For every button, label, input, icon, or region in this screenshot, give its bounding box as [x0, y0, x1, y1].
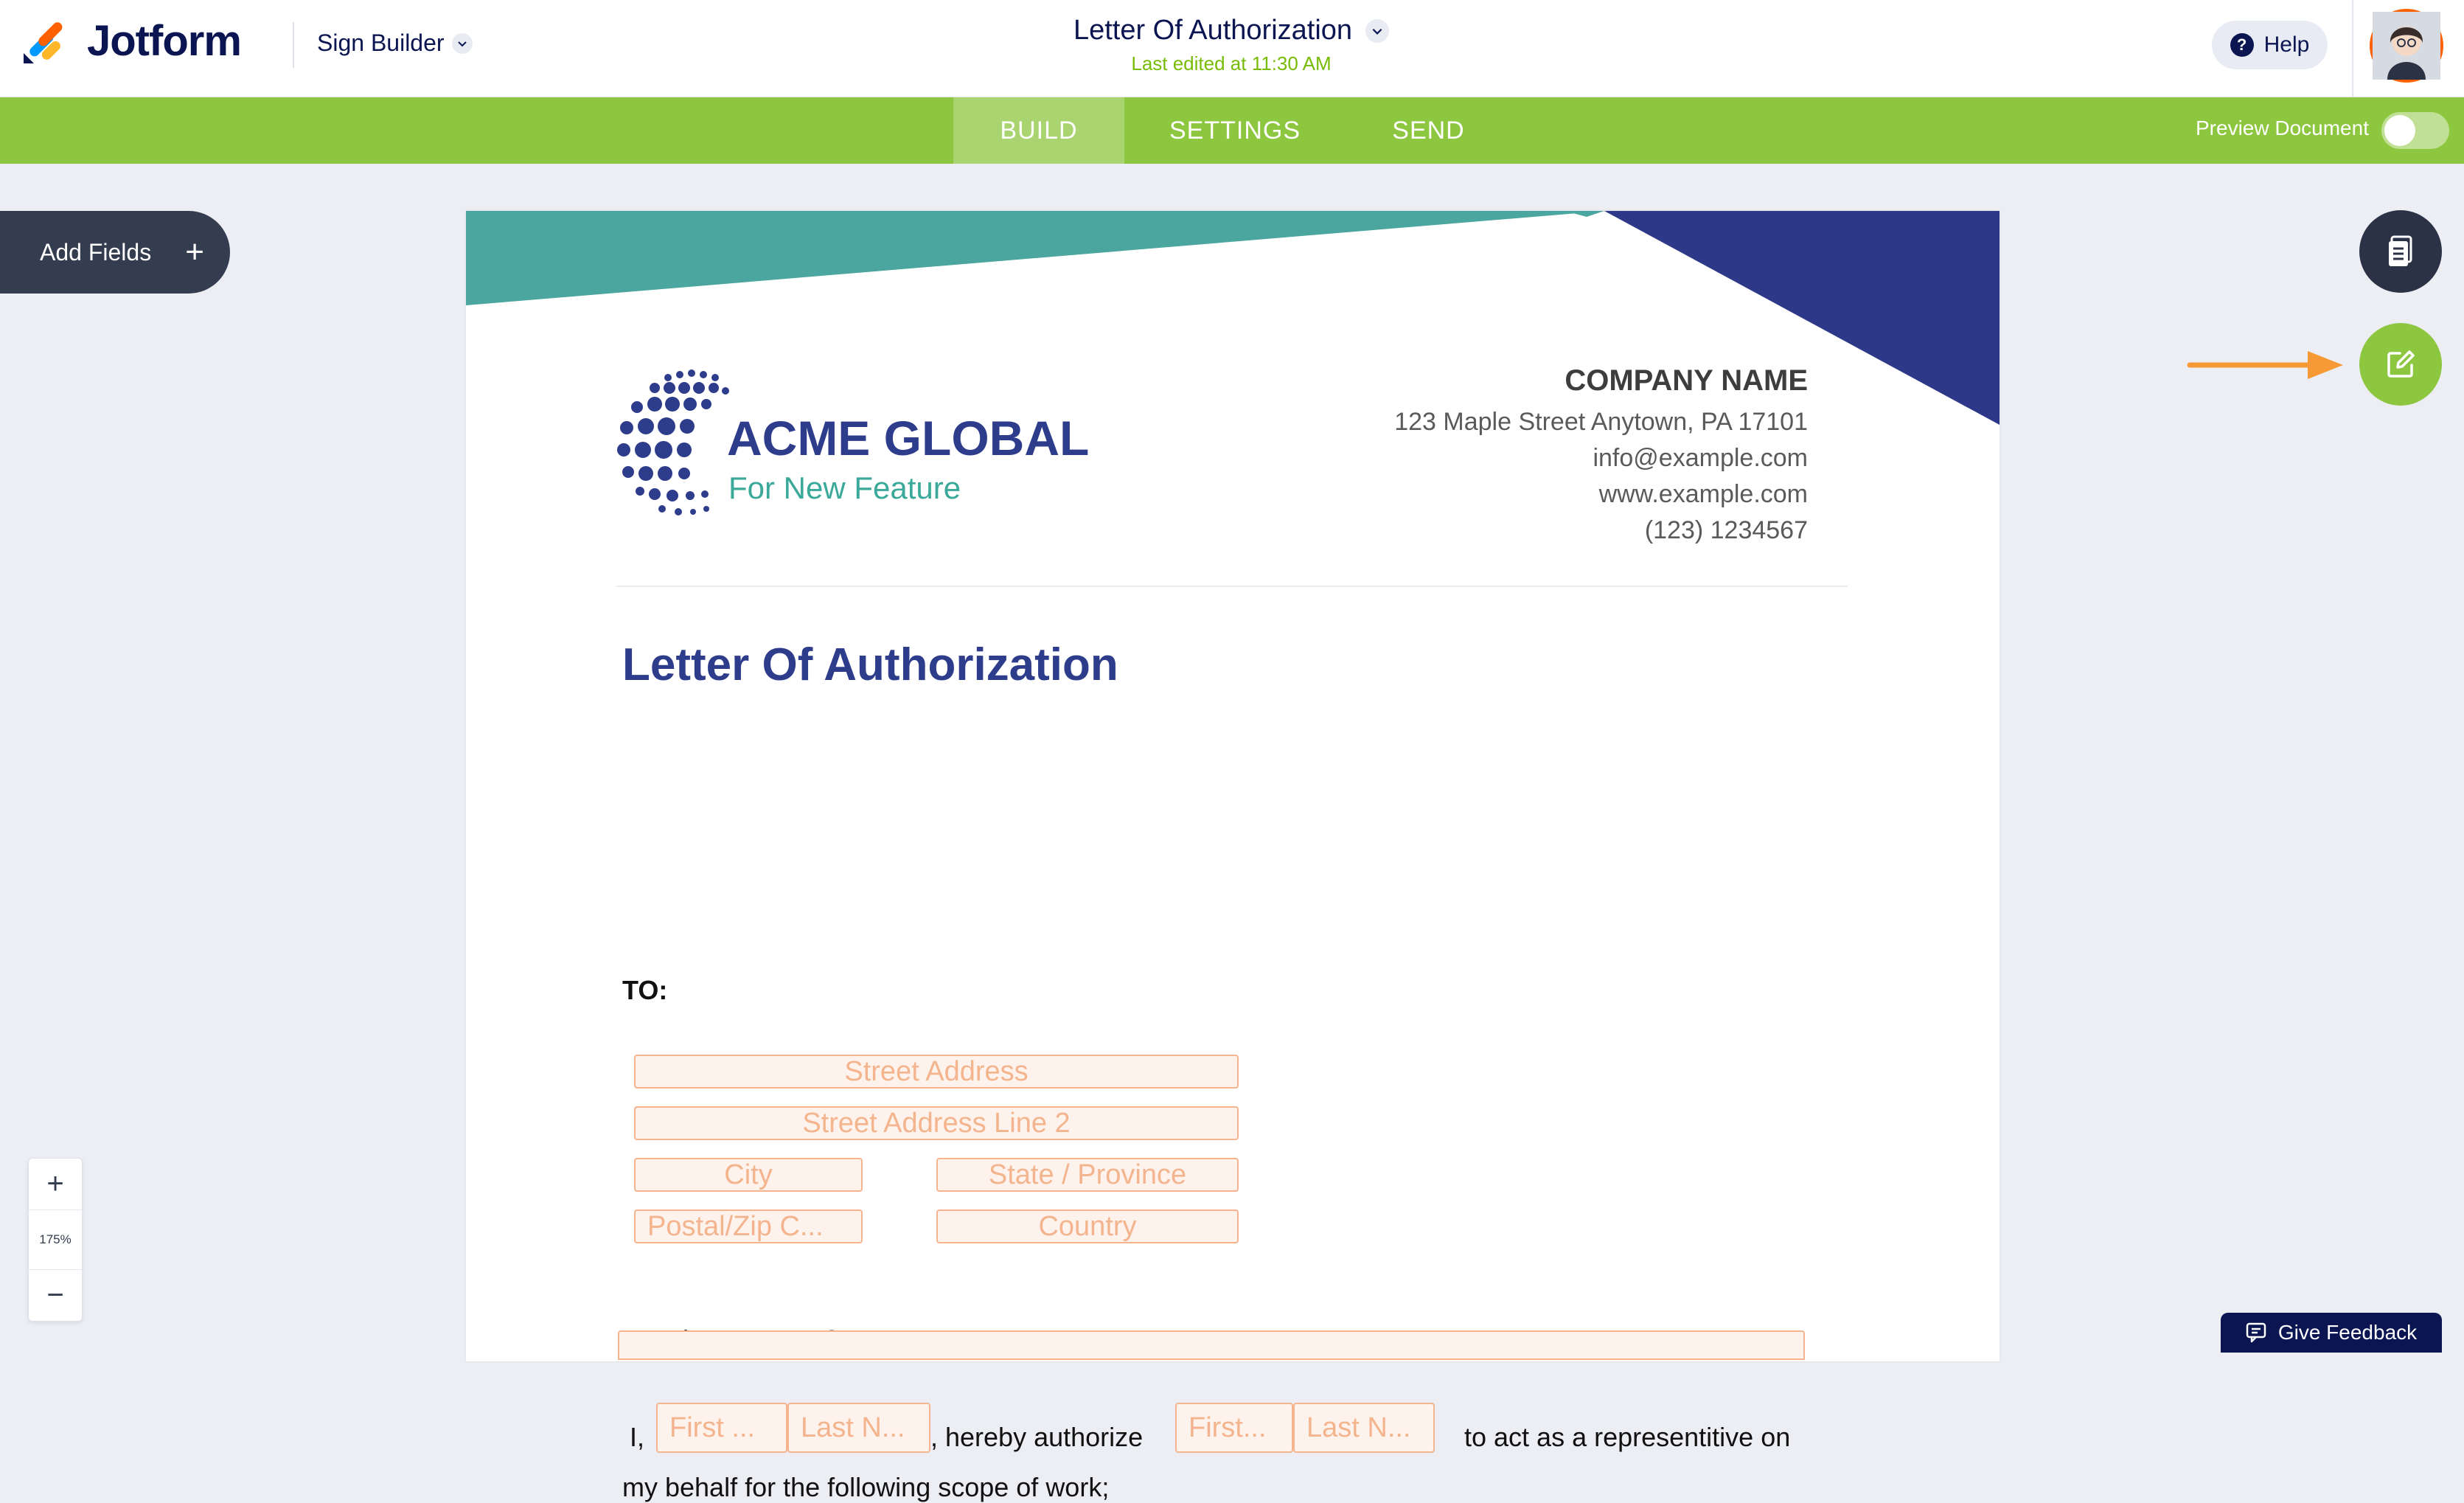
preview-document-toggle[interactable] — [2381, 112, 2449, 149]
acme-logo-tagline: For New Feature — [728, 471, 961, 505]
last-edited-text: Last edited at 11:30 AM — [1131, 52, 1332, 74]
body-text-i: I, — [630, 1422, 645, 1452]
letter-title: Letter Of Authorization — [622, 639, 1118, 690]
state-province-field[interactable]: State / Province — [936, 1158, 1239, 1192]
edit-document-button[interactable] — [2359, 323, 2442, 406]
company-address: 123 Maple Street Anytown, PA 17101 — [1394, 408, 1808, 436]
plus-icon: + — [185, 234, 204, 270]
help-label: Help — [2263, 32, 2310, 57]
authorizer-first-name-field[interactable]: First ... — [656, 1403, 787, 1453]
zoom-in-button[interactable]: + — [29, 1159, 82, 1210]
header-divider — [2352, 0, 2353, 97]
chevron-down-icon — [1365, 19, 1389, 43]
avatar[interactable] — [2370, 9, 2443, 83]
body-text-line2: my behalf for the following scope of work; — [622, 1472, 1110, 1502]
company-website: www.example.com — [1598, 480, 1808, 508]
document-page — [466, 211, 2000, 1502]
to-label: TO: — [622, 975, 668, 1005]
representative-first-name-field[interactable]: First... — [1175, 1403, 1293, 1453]
zoom-level: 175% — [39, 1232, 72, 1246]
question-icon: ? — [2230, 33, 2254, 57]
header-divider — [293, 22, 294, 68]
add-fields-button[interactable] — [0, 211, 230, 294]
feedback-icon — [2246, 1322, 2268, 1343]
toggle-knob — [2384, 115, 2415, 146]
company-email: info@example.com — [1593, 444, 1808, 472]
body-text-hereby: , hereby authorize — [930, 1422, 1144, 1452]
document-title-text: Letter Of Authorization — [1073, 15, 1353, 46]
authorizer-last-name-field[interactable]: Last N... — [787, 1403, 930, 1453]
city-field[interactable]: City — [634, 1158, 863, 1192]
street-address-field[interactable]: Street Address — [634, 1055, 1239, 1089]
help-button[interactable] — [2212, 21, 2328, 69]
edit-icon — [2385, 349, 2416, 380]
jotform-logo-icon[interactable] — [22, 19, 66, 66]
document-title-area — [958, 15, 1504, 75]
acme-logo-name: ACME GLOBAL — [727, 411, 1090, 465]
body-text-to-act: to act as a representitive on — [1464, 1422, 1791, 1452]
scope-of-work-field[interactable] — [618, 1330, 1805, 1360]
top-header — [0, 0, 2464, 97]
tab-settings[interactable]: SETTINGS — [1169, 116, 1301, 145]
add-fields-label: Add Fields — [40, 238, 152, 265]
product-switcher[interactable] — [317, 29, 473, 57]
pages-button[interactable] — [2359, 210, 2442, 293]
tab-send[interactable]: SEND — [1392, 116, 1465, 145]
brand-name[interactable]: Jotform — [87, 17, 241, 65]
preview-document-label: Preview Document — [2196, 117, 2369, 139]
chevron-down-icon — [452, 33, 473, 54]
give-feedback-button[interactable] — [2221, 1313, 2442, 1353]
product-name: Sign Builder — [317, 29, 445, 56]
tab-build[interactable]: BUILD — [953, 97, 1124, 164]
representative-last-name-field[interactable]: Last N... — [1293, 1403, 1435, 1453]
document-title[interactable] — [1073, 15, 1389, 46]
zoom-control — [28, 1158, 83, 1322]
company-name: COMPANY NAME — [1565, 364, 1808, 397]
company-info — [1144, 364, 1808, 545]
street-address-line2-field[interactable]: Street Address Line 2 — [634, 1106, 1239, 1140]
document-divider — [616, 586, 1848, 587]
postal-zip-field[interactable]: Postal/Zip C... — [634, 1209, 863, 1243]
document-pages-icon — [2386, 235, 2415, 268]
pointer-arrow-icon — [2188, 348, 2345, 382]
zoom-out-button[interactable]: − — [29, 1269, 82, 1321]
builder-navbar — [0, 97, 2464, 164]
give-feedback-label: Give Feedback — [2277, 1321, 2418, 1344]
country-field[interactable]: Country — [936, 1209, 1239, 1243]
company-phone: (123) 1234567 — [1644, 516, 1808, 544]
